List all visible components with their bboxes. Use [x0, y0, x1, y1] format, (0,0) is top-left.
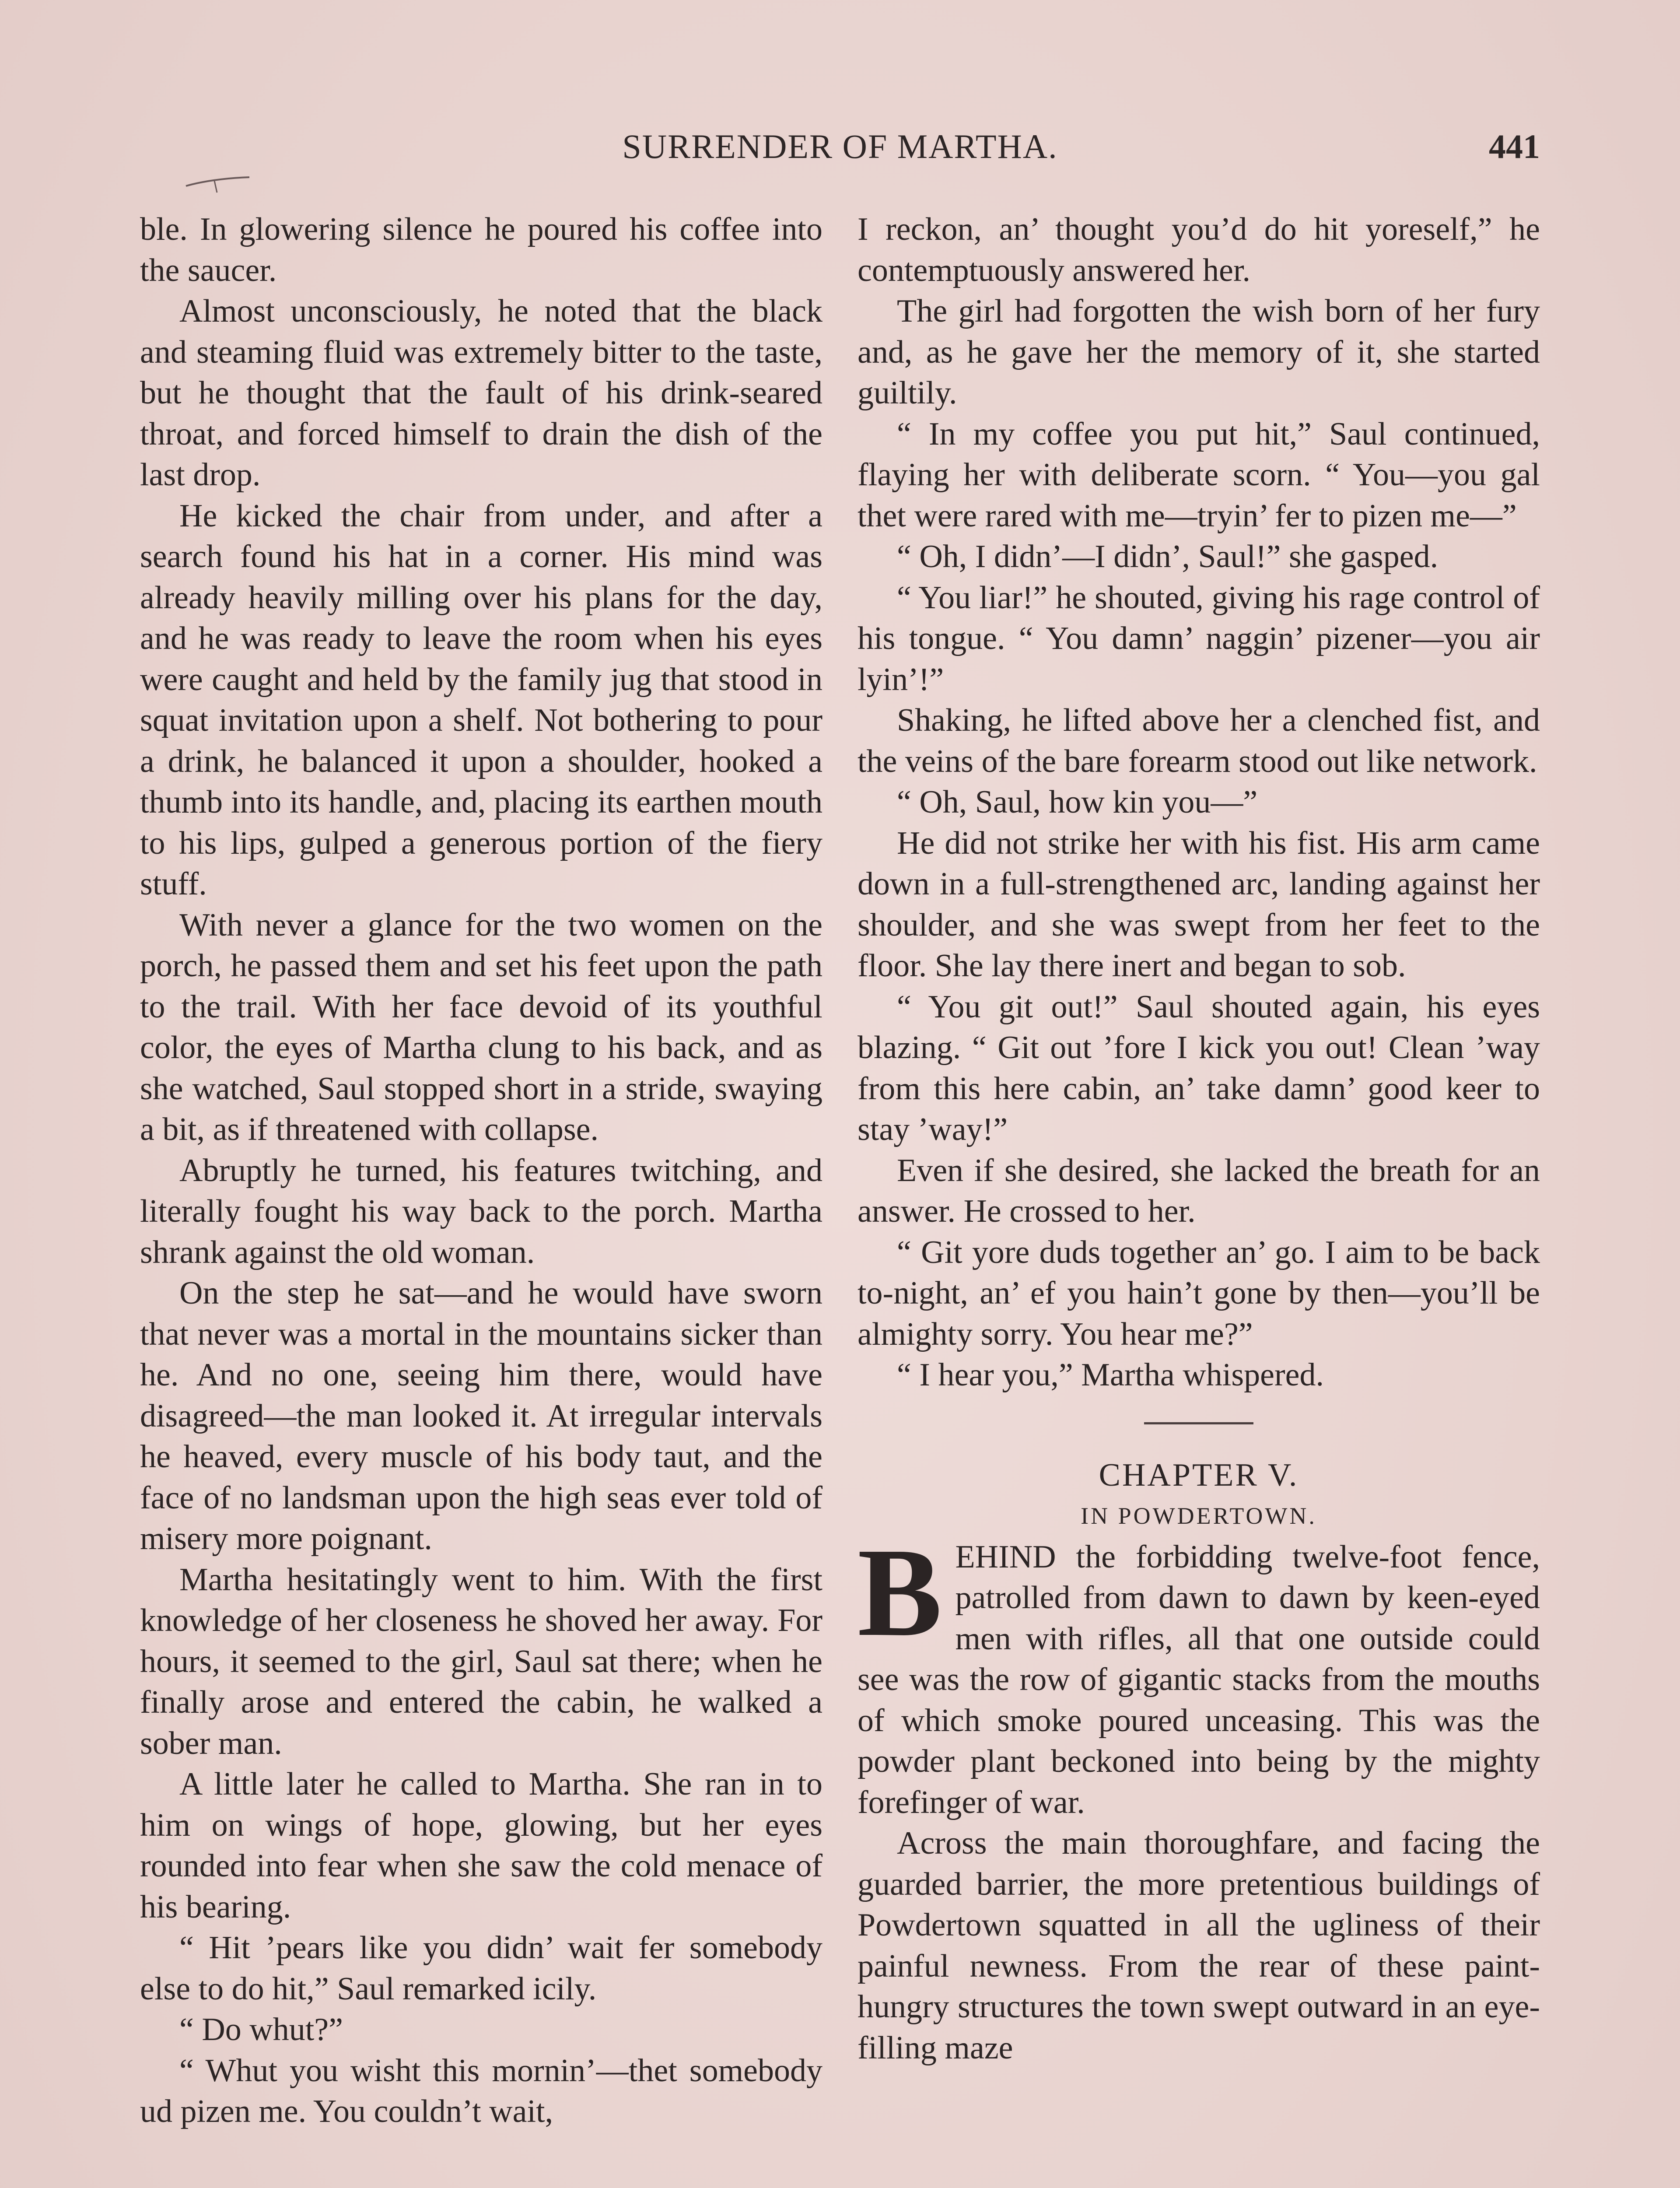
- paragraph: I reckon, an’ thought you’d do hit yoreself,” he contemptuously answered her.: [858, 211, 1540, 288]
- paragraph: “ I hear you,” Martha whispered.: [897, 1357, 1324, 1393]
- drop-cap: B: [858, 1522, 942, 1662]
- paragraph: With never a glance for the two women on the porch, he passed them and set his feet upon the path to the trail. With her face devoid of its youthful color, the eyes of Martha clung to his back, and as she watched, Saul stopped short in a stride, swaying a bit, as if threatened with collapse.: [140, 907, 822, 1147]
- paragraph: “ In my coffee you put hit,” Saul continued, flaying her with deliberate scorn. “ You—you gal thet were rared with me—tryin’ fer to pizen me—”: [858, 416, 1540, 534]
- right-column-top-text: [858, 209, 1540, 1396]
- paragraph: “ Oh, I didn’—I didn’, Saul!” she gasped.: [897, 539, 1438, 575]
- page-header: [140, 127, 1540, 175]
- paragraph: “ Oh, Saul, how kin you—”: [897, 784, 1258, 820]
- paragraph: “ Git yore duds together an’ go. I aim to be back to-night, an’ ef you hain’t gone by then—you’ll be almighty sorry. You hear me?”: [858, 1234, 1540, 1352]
- right-column: [858, 209, 1540, 2069]
- paragraph: “ Hit ’pears like you didn’ wait fer somebody else to do hit,” Saul remarked icily.: [140, 1930, 822, 2007]
- paragraph: On the step he sat—and he would have sworn that never was a mortal in the mountains sicker than he. And no one, seeing him there, would have disagreed—the man looked it. At irregular intervals he heaved, every muscle of his body taut, and the face of no landsman upon the high seas ever told of misery more poignant.: [140, 1275, 822, 1557]
- chapter-opening-paragraph: [858, 1522, 1540, 1823]
- running-title: SURRENDER OF MARTHA.: [622, 127, 1058, 165]
- left-column: [140, 209, 822, 2132]
- paragraph: He did not strike her with his fist. His arm came down in a full-strengthened arc, landing against her shoulder, and she was swept from her feet to the floor. She lay there inert and began to sob.: [858, 825, 1540, 984]
- paragraph: The girl had forgotten the wish born of her fury and, as he gave her the memory of it, she started guiltily.: [858, 293, 1540, 411]
- right-column-bottom-text: [858, 1823, 1540, 2069]
- paragraph: Abruptly he turned, his features twitching, and literally fought his way back to the porch. Martha shrank against the old woman.: [140, 1152, 822, 1270]
- paragraph: Shaking, he lifted above her a clenched fist, and the veins of the bare forearm stood out like network.: [858, 702, 1540, 779]
- paragraph: “ You liar!” he shouted, giving his rage control of his tongue. “ You damn’ naggin’ pizener—you air lyin’!”: [858, 579, 1540, 698]
- chapter-title: CHAPTER V.: [1099, 1457, 1299, 1493]
- paragraph: A little later he called to Martha. She ran in to him on wings of hope, glowing, but her eyes rounded into fear when she saw the cold menace of his bearing.: [140, 1766, 822, 1925]
- paragraph: “ Do whut?”: [179, 2012, 343, 2048]
- paragraph: Across the main thoroughfare, and facing the guarded barrier, the more pretentious buildings of Powdertown squatted in all the ugliness of their painful newness. From the rear of these paint-hungry structures the town swept outward in an eye-filling maze: [858, 1825, 1540, 2066]
- paragraph: He kicked the chair from under, and after a search found his hat in a corner. His mind was already heavily milling over his plans for the day, and he was ready to leave the room when his eyes were caught and held by the family jug that stood in squat invitation upon a shelf. Not bothering to pour a drink, he balanced it upon a shoulder, hooked a thumb into its handle, and, placing its earthen mouth to his lips, gulped a generous portion of the fiery stuff.: [140, 498, 822, 902]
- paragraph: Almost unconsciously, he noted that the black and steaming fluid was extremely bitter to the taste, but he thought that the fault of his drink-seared throat, and forced himself to drain the dish of the last drop.: [140, 293, 822, 493]
- paragraph: Even if she desired, she lacked the breath for an answer. He crossed to her.: [858, 1152, 1540, 1229]
- chapter-subtitle: IN POWDERTOWN.: [1081, 1503, 1317, 1529]
- paragraph: ble. In glowering silence he poured his coffee into the saucer.: [140, 211, 822, 288]
- page-number: 441: [1489, 127, 1540, 165]
- opening-paragraph-text: EHIND the forbidding twelve-foot fence, patrolled from dawn to dawn by keen-eyed men with rifles, all that one outside could see was the row of gigantic stacks from the mouths of which smoke poured unceasing. This was the powder plant beckoned into being by the mighty forefinger of war.: [858, 1539, 1540, 1820]
- paragraph: “ Whut you wisht this mornin’—thet somebody ud pizen me. You couldn’t wait,: [140, 2052, 822, 2129]
- paragraph: “ You git out!” Saul shouted again, his eyes blazing. “ Git out ’fore I kick you out! Clean ’way from this here cabin, an’ take damn’ good keer to stay ’way!”: [858, 989, 1540, 1147]
- section-divider: [1144, 1422, 1253, 1424]
- paragraph: Martha hesitatingly went to him. With the first knowledge of her closeness he shoved her away. For hours, it seemed to the girl, Saul sat there; when he finally arose and entered the cabin, he walked a sober man.: [140, 1561, 822, 1761]
